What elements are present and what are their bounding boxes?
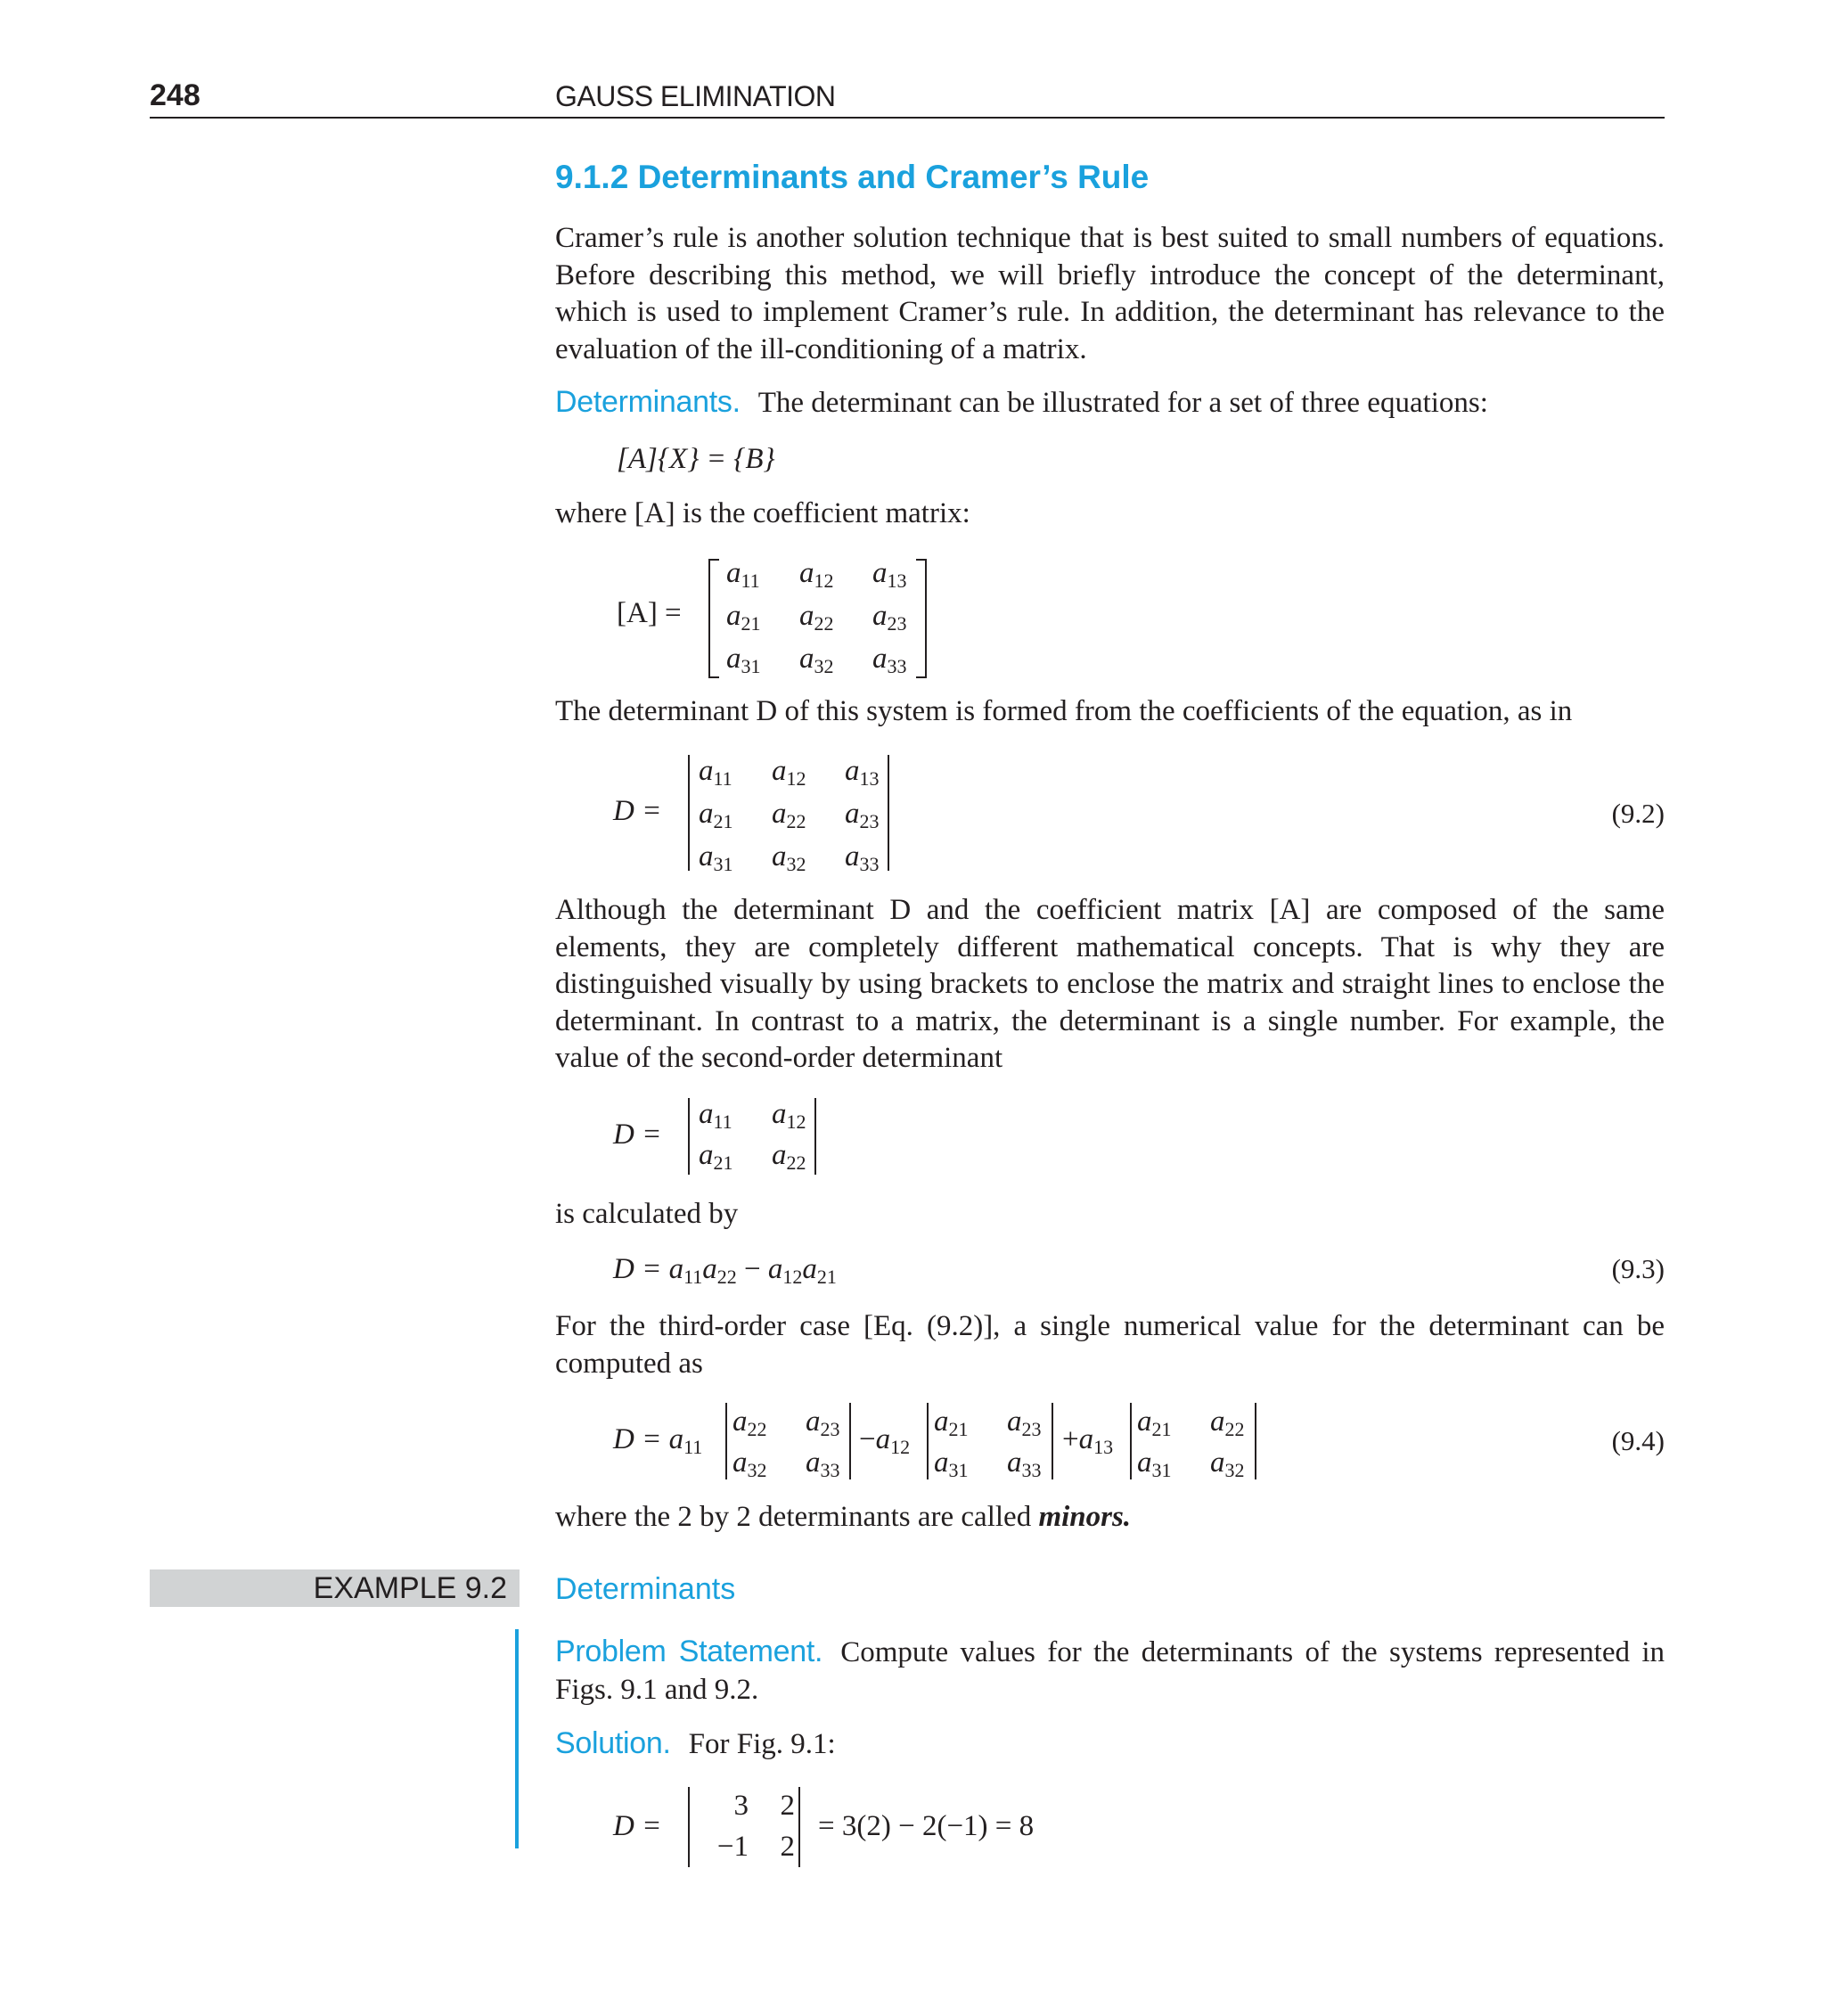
example-det-entry: 2 [780, 1790, 795, 1822]
eq93-lhs: D = [613, 1253, 662, 1285]
det3-left-bar [688, 755, 690, 871]
calc-by-line: is calculated by [555, 1198, 739, 1230]
det-text: The determinant D of this system is formed from the coefficients of the equation, as in [555, 695, 1573, 727]
det3-entry: $a_{22}$ [772, 798, 806, 832]
det3-entry: $a_{12}$ [772, 755, 806, 790]
example-banner [150, 1569, 520, 1607]
minor2-coef: $-a_{12}$ [859, 1423, 911, 1458]
third-order-text: For the third-order case [Eq. (9.2)], a single numerical value for the determinant can be computed as [555, 1310, 1665, 1380]
example-det-right-bar [798, 1787, 800, 1867]
minors-text: where the 2 by 2 determinants are called [555, 1501, 1032, 1533]
eq94-lhs: $D = a_{11}$ [613, 1423, 703, 1458]
minor2-entry: $a_{21}$ [934, 1405, 969, 1440]
det3-entry: $a_{21}$ [699, 798, 733, 832]
section-title: 9.1.2 Determinants and Cramer’s Rule [555, 159, 1150, 195]
page-number: 248 [150, 78, 201, 112]
det2-entry: $a_{11}$ [699, 1098, 732, 1133]
minor1-entry: $a_{22}$ [732, 1405, 767, 1440]
eq93-row [555, 1253, 1665, 1286]
coefficient-matrix [726, 557, 945, 685]
example-det-lhs [613, 1810, 661, 1843]
problem-statement [555, 1635, 1665, 1709]
determinant-3x3 [699, 755, 918, 883]
matrix-entry: $a_{23}$ [872, 600, 907, 635]
minor1-left-bar [725, 1403, 727, 1479]
third-order-paragraph [555, 1308, 1665, 1382]
det2-lhs-text: D = [613, 1119, 662, 1151]
matrix-entry: $a_{11}$ [726, 557, 760, 592]
minor2-entry: $a_{33}$ [1007, 1446, 1042, 1481]
determinant-2x2 [699, 1098, 827, 1180]
determinants-text: The determinant can be illustrated for a set of three equations: [757, 387, 1488, 419]
det3-entry: $a_{32}$ [772, 840, 806, 875]
system-equation [617, 443, 775, 476]
intro-paragraph [555, 220, 1665, 368]
matrix-entry: $a_{32}$ [799, 643, 834, 677]
matrix-entry: $a_{13}$ [872, 557, 907, 592]
example-det-entry: −1 [716, 1831, 749, 1863]
system-equation-text: [A]{X} = {B} [617, 443, 775, 475]
det2-entry: $a_{12}$ [772, 1098, 806, 1133]
matrix-entry: $a_{21}$ [726, 600, 761, 635]
example-side-rule [515, 1629, 519, 1848]
minor-3 [1137, 1405, 1260, 1487]
paragraph-2-text: Although the determinant D and the coefficient matrix [A] are composed of the same elements, they are completely different mathematical concepts. That is why they are distinguished visually by using brackets to enclose the matrix and straight lines to enclose the determinant. In contrast to a matrix, the determinant is a single number. For example, the value of the second-order determinant [555, 894, 1665, 1074]
eq93-expr: $D = a_{11}a_{22} - a_{12}a_{21}$ [613, 1253, 837, 1288]
example-result: = 3(2) − 2(−1) = 8 [818, 1810, 1035, 1842]
solution-text: For Fig. 9.1: [688, 1728, 836, 1760]
det3-entry: $a_{23}$ [845, 798, 880, 832]
eq94-lhs-text: D = [613, 1423, 662, 1455]
matrix-entry: $a_{22}$ [799, 600, 834, 635]
minor3-coef: $+a_{13}$ [1062, 1423, 1114, 1458]
matrix-entry: $a_{31}$ [726, 643, 761, 677]
minor3-entry: $a_{21}$ [1137, 1405, 1172, 1440]
det2-entry: $a_{22}$ [772, 1139, 806, 1174]
eq92-number: (9.2) [1611, 798, 1665, 829]
example-det-left-bar [688, 1787, 690, 1867]
det2-left-bar [688, 1098, 690, 1175]
problem-paragraph [555, 1635, 1665, 1709]
minor3-entry: $a_{31}$ [1137, 1446, 1172, 1481]
where-line: where [A] is the coefficient matrix: [555, 497, 970, 529]
problem-runin: Problem Statement. [555, 1635, 823, 1668]
solution-line [555, 1726, 1665, 1761]
header-rule [150, 117, 1665, 119]
minors-term: minors. [1038, 1501, 1132, 1533]
det3-entry: $a_{33}$ [845, 840, 880, 875]
eq93-number: (9.3) [1611, 1253, 1665, 1284]
problem-text: Compute values for the determinants of the systems represented in Figs. 9.1 and 9.2. [555, 1636, 1665, 1706]
minor1-entry: $a_{23}$ [806, 1405, 840, 1440]
determinants-runin: Determinants. [555, 385, 741, 419]
matrix-entry: $a_{33}$ [872, 643, 907, 677]
minor2-entry: $a_{23}$ [1007, 1405, 1042, 1440]
det3-entry: $a_{11}$ [699, 755, 732, 790]
minor3-left-bar [1130, 1403, 1132, 1479]
example-label: EXAMPLE 9.2 [313, 1571, 507, 1605]
minor2-entry: $a_{31}$ [934, 1446, 969, 1481]
eq94-number: (9.4) [1611, 1425, 1665, 1456]
intro-text: Cramer’s rule is another solution technique that is best suited to small numbers of equations. Before describing this method, we will briefly introduce the concept of the determinant, which is used to implement Cramer’s rule. In addition, the determinant has relevance to the evaluation of the ill-conditioning of a matrix. [555, 222, 1665, 365]
det3-entry: $a_{31}$ [699, 840, 733, 875]
det3-lhs-text: D = [613, 795, 662, 827]
minor1-entry: $a_{32}$ [732, 1446, 767, 1481]
example-det-entry: 3 [733, 1790, 749, 1822]
det3-lhs [613, 795, 661, 828]
example-det-entry: 2 [780, 1831, 795, 1863]
minor3-entry: $a_{22}$ [1210, 1405, 1245, 1440]
minor-1 [732, 1405, 855, 1487]
det3-entry: $a_{13}$ [845, 755, 880, 790]
example-det-lhs-text: D = [613, 1810, 662, 1842]
example-determinant [692, 1790, 795, 1872]
minor2-left-bar [927, 1403, 929, 1479]
matrix-lhs: [A] = [617, 597, 682, 629]
minors-line [555, 1501, 1665, 1534]
minor3-entry: $a_{32}$ [1210, 1446, 1245, 1481]
determinants-intro [555, 385, 1665, 420]
solution-runin: Solution. [555, 1726, 671, 1760]
matrix-entry: $a_{12}$ [799, 557, 834, 592]
running-head: GAUSS ELIMINATION [555, 80, 836, 112]
minor1-entry: $a_{33}$ [806, 1446, 840, 1481]
det2-entry: $a_{21}$ [699, 1139, 733, 1174]
paragraph-2 [555, 892, 1665, 1078]
example-title: Determinants [555, 1572, 736, 1606]
matrix-left-bracket [708, 559, 719, 678]
minor-2 [934, 1405, 1057, 1487]
det2-lhs [613, 1119, 661, 1151]
